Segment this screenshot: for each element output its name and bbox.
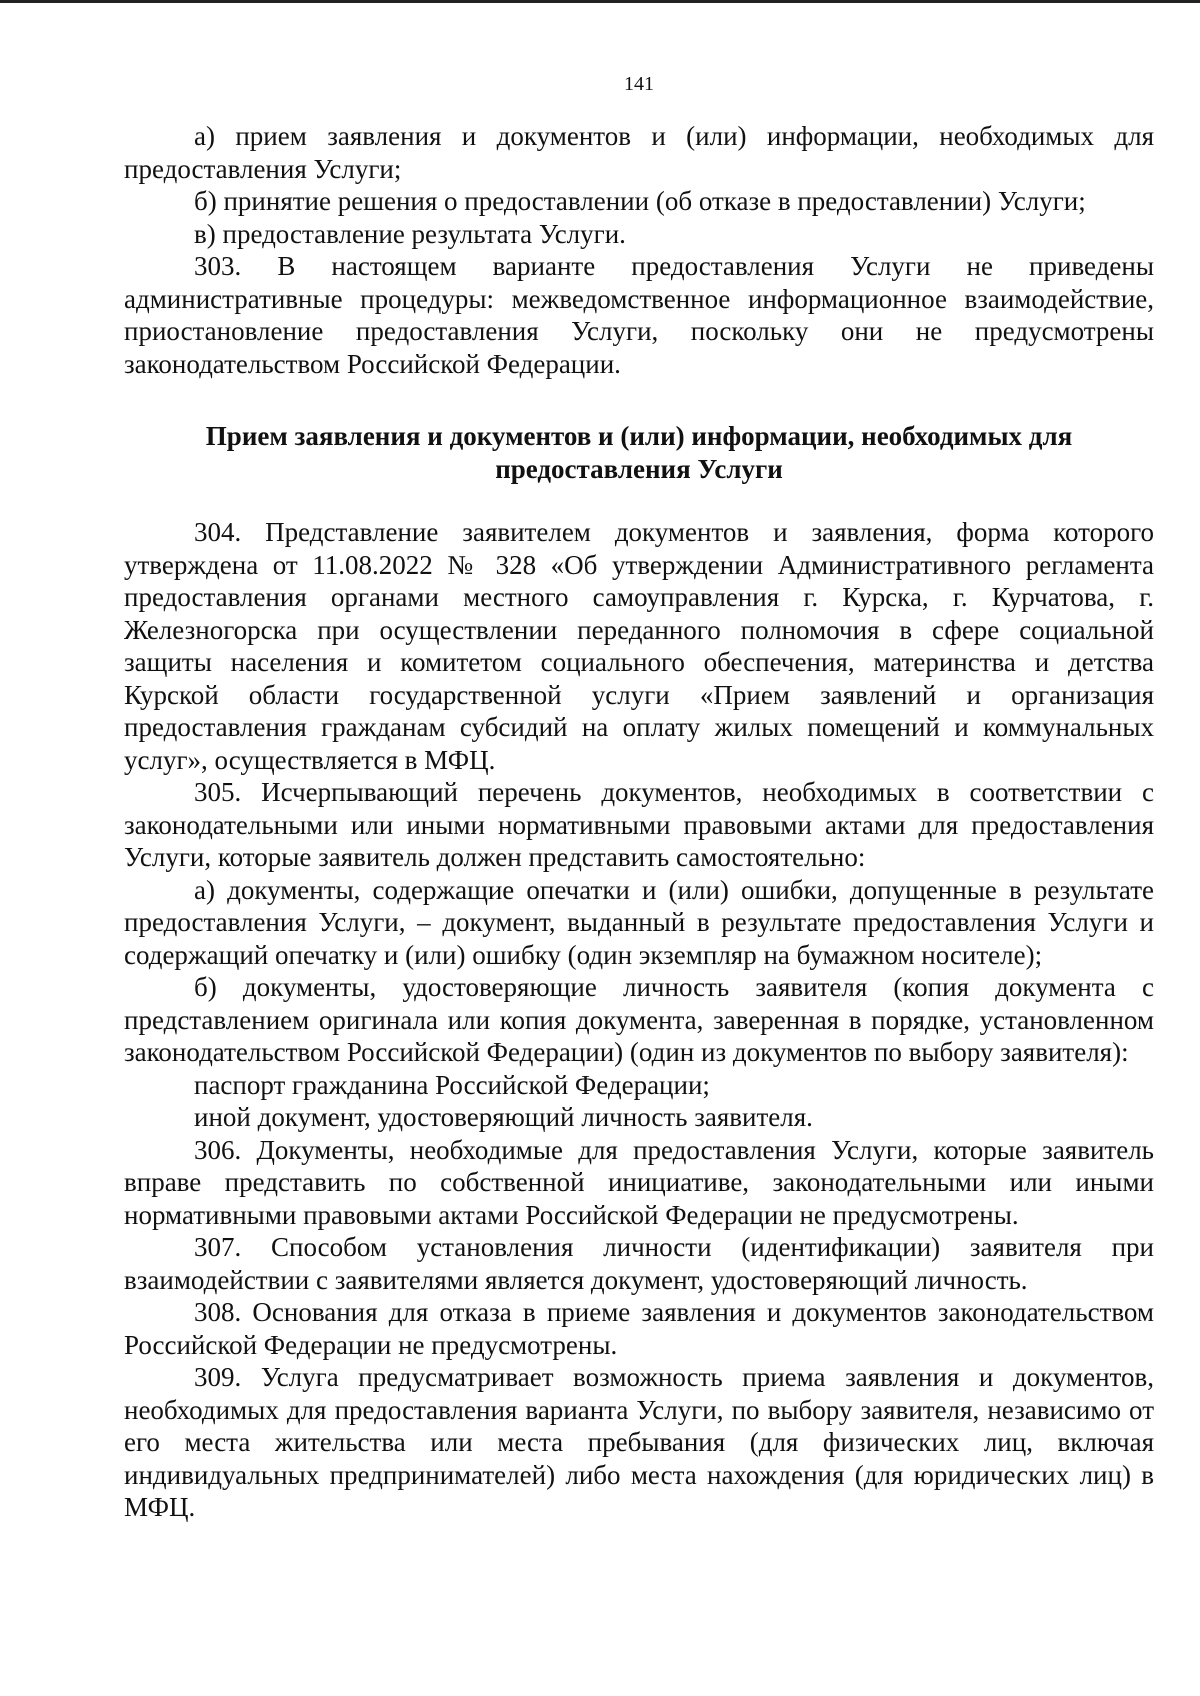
- page-number: 141: [624, 73, 654, 95]
- paragraph-306: 306. Документы, необходимые для предоставления Услуги, которые заявитель вправе представить по собственной инициативе, законодательными или иными нормативными правовыми актами Российской Федерации не предусмотрены.: [124, 1134, 1154, 1230]
- top-border-line: [0, 0, 1200, 3]
- paragraph-305-a: а) документы, содержащие опечатки и (или) ошибки, допущенные в результате предоставления Услуги, – документ, выданный в результате предоставления Услуги и содержащий опечатку и (или) ошибку (один экземпляр на бумажном носителе);: [124, 874, 1154, 970]
- paragraph-305: 305. Исчерпывающий перечень документов, необходимых в соответствии с законодательными или иными нормативными правовыми актами для предоставления Услуги, которые заявитель должен представить самостоятельно:: [124, 777, 1154, 872]
- paragraph-307: 307. Способом установления личности (идентификации) заявителя при взаимодействии с заявителями является документ, удостоверяющий личность.: [124, 1232, 1154, 1295]
- paragraph-309: 309. Услуга предусматривает возможность приема заявления и документов, необходимых для предоставления варианта Услуги, по выбору заявителя, независимо от его места жительства или места пребывания (для физических лиц, включая индивидуальных предпринимателей) либо места нахождения (для юридических лиц) в МФЦ.: [124, 1362, 1154, 1522]
- paragraph-item-b: б) принятие решения о предоставлении (об отказе в предоставлении) Услуги;: [194, 186, 1086, 216]
- section-heading: Прием заявления и документов и (или) информации, необходимых для предоставления Услуги: [205, 421, 1073, 484]
- paragraph-303: 303. В настоящем варианте предоставления Услуги не приведены административные процедуры: межведомственное информационное взаимодействие, приостановление предоставления Услуги, поскольку они не предусмотрены законодательством Российской Федерации.: [124, 251, 1154, 379]
- paragraph-item-a: а) прием заявления и документов и (или) информации, необходимых для предоставления Услуги;: [124, 121, 1154, 184]
- document-body: [124, 120, 1154, 1524]
- list-item-other-document: иной документ, удостоверяющий личность заявителя.: [194, 1102, 813, 1132]
- paragraph-308: 308. Основания для отказа в приеме заявления и документов законодательством Российской Федерации не предусмотрены.: [124, 1297, 1154, 1360]
- list-item-passport: паспорт гражданина Российской Федерации;: [194, 1069, 710, 1100]
- paragraph-item-v: в) предоставление результата Услуги.: [194, 218, 626, 249]
- paragraph-304: 304. Представление заявителем документов и заявления, форма которого утверждена от 11.08.2022 № 328 «Об утверждении Административного регламента предоставления органами местного самоуправления г. Курска, г. Курчатова, г. Железногорска при осуществлении переданного полномочия в сфере социальной защиты населения и комитетом социального обеспечения, материнства и детства Курской области государственной услуги «Прием заявлений и организация предоставления гражданам субсидий на оплату жилых помещений и коммунальных услуг», осуществляется в МФЦ.: [124, 517, 1154, 775]
- paragraph-305-b: б) документы, удостоверяющие личность заявителя (копия документа с представлением оригинала или копия документа, заверенная в порядке, установленном законодательством Российской Федерации) (один из документов по выбору заявителя):: [124, 972, 1154, 1067]
